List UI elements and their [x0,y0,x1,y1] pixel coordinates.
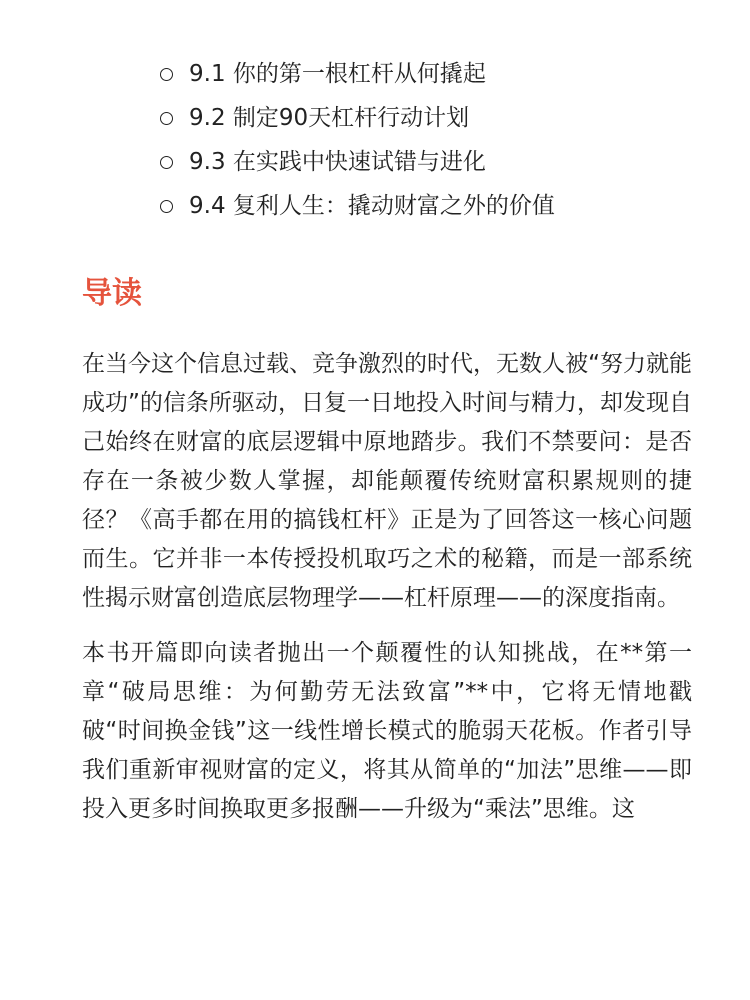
intro-paragraph-1: 在当今这个信息过载、竞争激烈的时代，无数人被“努力就能成功”的信条所驱动，日复一日地投入时间与精力，却发现自己始终在财富的底层逻辑中原地踏步。我们不禁要问：是否存在一条被少数人掌握，却能颠覆传统财富积累规则的捷径？《高手都在用的搞钱杠杆》正是为了回答这一核心问题而生。它并非一本传授投机取巧之术的秘籍，而是一部系统性揭示财富创造底层物理学——杠杆原理——的深度指南。 [82,351,692,611]
toc-item-label: 9.2 制定90天杠杆行动计划 [189,105,470,131]
circle-bullet-icon [160,112,173,125]
circle-bullet-icon [160,200,173,213]
toc-item-label: 9.3 在实践中快速试错与进化 [189,149,486,175]
table-of-contents [82,0,692,228]
toc-item [160,184,692,228]
toc-item [160,52,692,96]
intro-paragraph-2: 本书开篇即向读者抛出一个颠覆性的认知挑战，在**第一章“破局思维：为何勤劳无法致富”**中，它将无情地戳破“时间换金钱”这一线性增长模式的脆弱天花板。作者引导我们重新审视财富的定义，将其从简单的“加法”思维——即投入更多时间换取更多报酬——升级为“乘法”思维。这 [82,640,692,822]
toc-item [160,96,692,140]
circle-bullet-icon [160,68,173,81]
toc-item-label: 9.1 你的第一根杠杆从何撬起 [189,61,486,87]
toc-item [160,140,692,184]
toc-item-label: 9.4 复利人生：撬动财富之外的价值 [189,193,555,219]
section-title: 导读 [82,276,142,311]
circle-bullet-icon [160,156,173,169]
